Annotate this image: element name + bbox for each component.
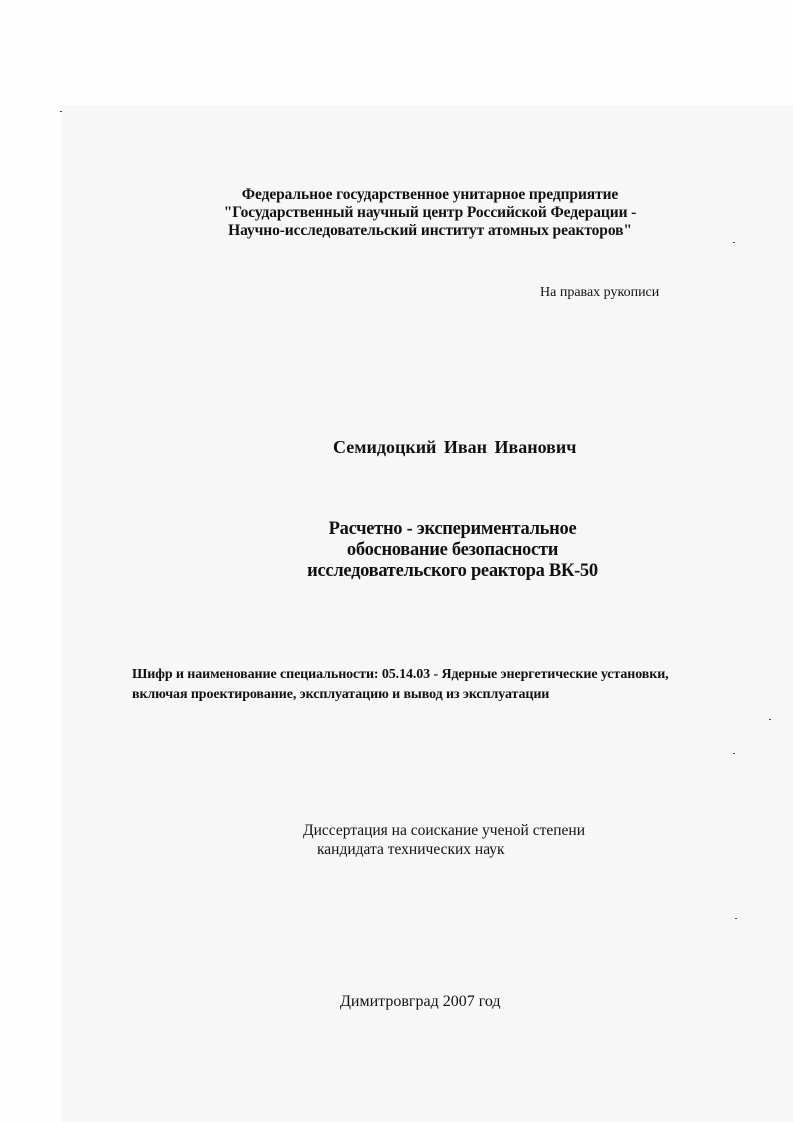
dissertation-title — [260, 519, 645, 582]
author-name: Семидоцкий Иван Иванович — [333, 437, 577, 457]
organization-line-3: Научно-исследовательский институт атомных реакторов" — [228, 222, 632, 239]
scanned-sheet — [62, 105, 793, 1122]
scan-speck — [60, 111, 62, 112]
organization-line-2: "Государственный научный центр Российской Федерации - — [223, 204, 637, 221]
title-line-3: исследовательского реактора ВК-50 — [307, 561, 598, 581]
scan-speck — [733, 753, 735, 754]
scan-speck — [735, 918, 737, 919]
organization-line-1: Федеральное государственное унитарное предприятие — [241, 186, 619, 203]
organization-header — [180, 186, 680, 240]
degree-statement — [303, 821, 585, 859]
degree-line-2: кандидата технических наук — [317, 841, 505, 858]
degree-line-1: Диссертация на соискание ученой степени — [303, 822, 585, 839]
scan-speck — [733, 242, 735, 243]
specialty-line-1: Шифр и наименование специальности: 05.14.03 - Ядерные энергетические установки, — [132, 667, 669, 682]
specialty-line-2: включая проектирование, эксплуатацию и вывод из эксплуатации — [132, 687, 550, 702]
specialty-code — [132, 665, 669, 705]
manuscript-rights-note: На правах рукописи — [540, 285, 660, 300]
title-line-1: Расчетно - экспериментальное — [328, 519, 577, 539]
place-and-year: Димитровград 2007 год — [340, 993, 501, 1010]
scan-speck — [769, 719, 771, 720]
title-line-2: обоснование безопасности — [346, 540, 559, 560]
